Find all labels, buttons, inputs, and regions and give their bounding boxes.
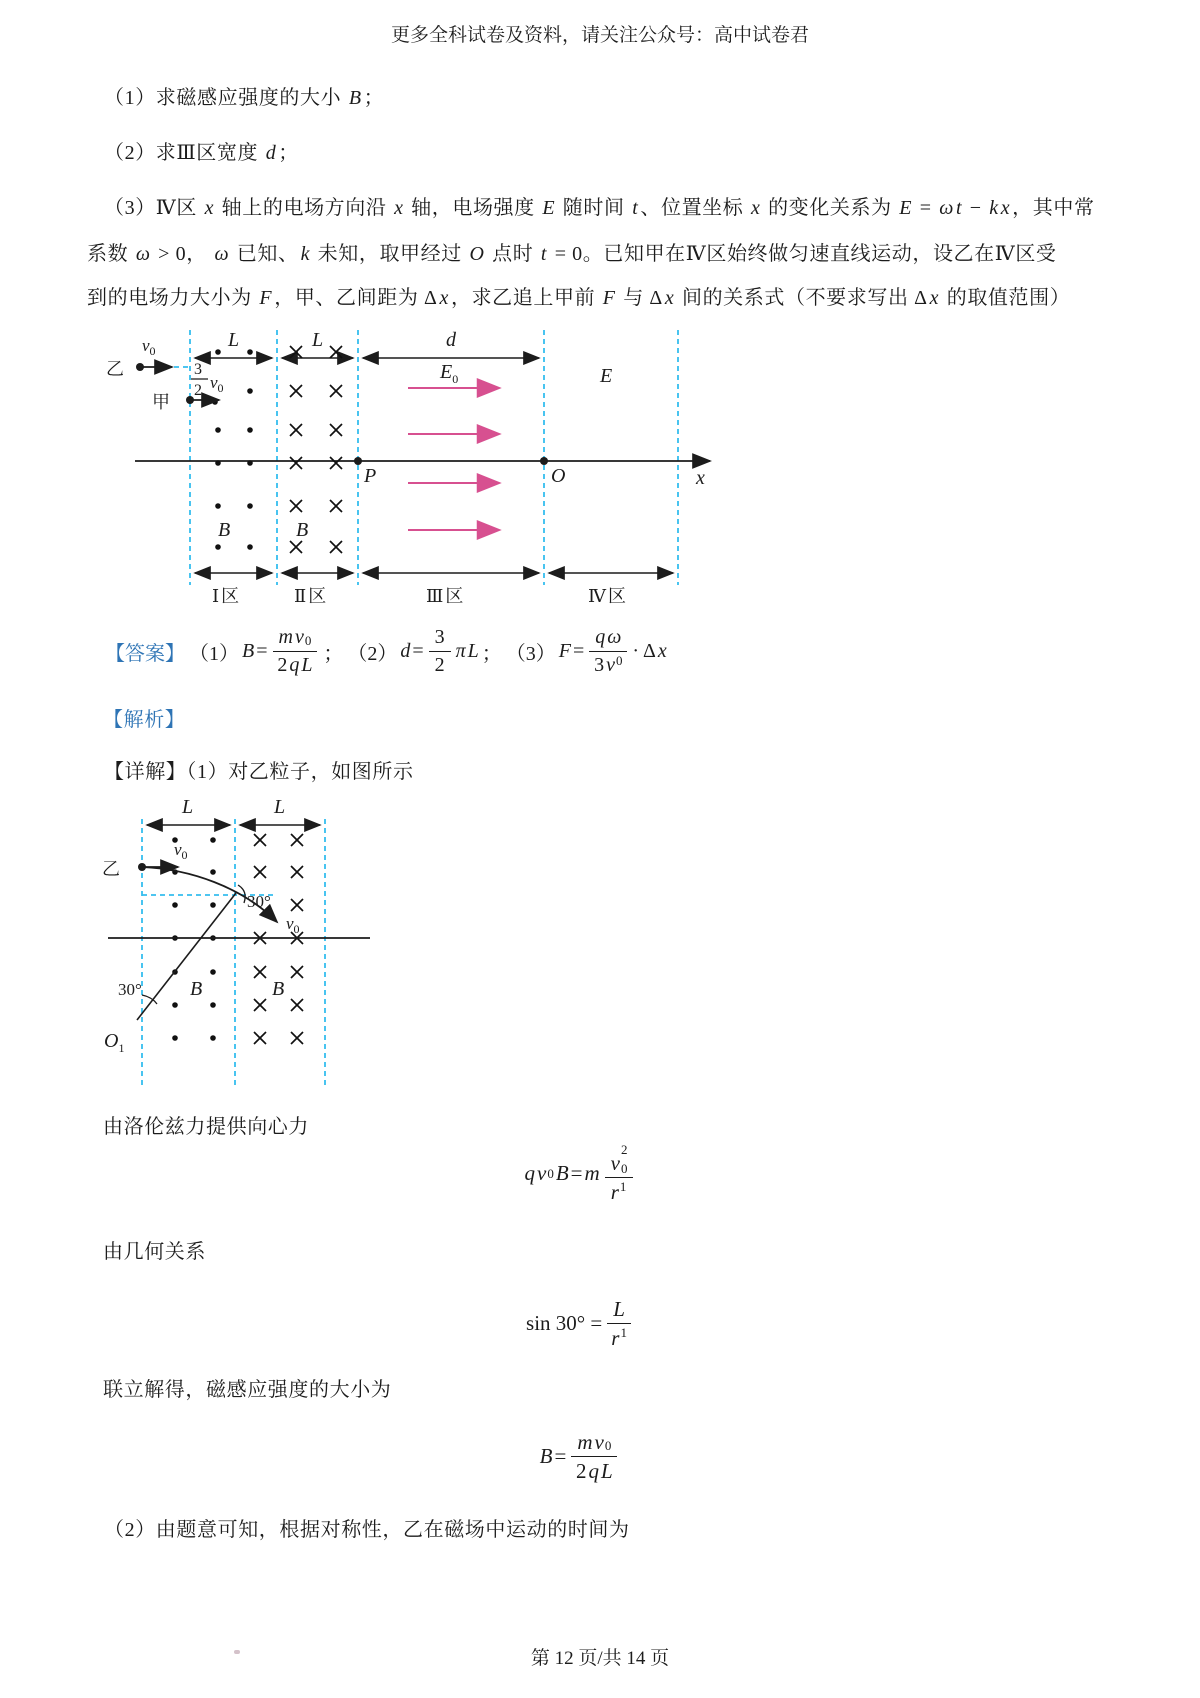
angle-30-O1-label: 30°	[118, 980, 142, 999]
solution-text-combine: 联立解得，磁感应强度的大小为	[103, 1379, 392, 1401]
region2-label: Ⅱ区	[294, 586, 329, 606]
region1-label: Ⅰ区	[212, 586, 242, 606]
question-part-2: （2）求Ⅲ区宽度 d ；	[104, 142, 299, 164]
solution-text-lorentz: 由洛伦兹力提供向心力	[103, 1116, 309, 1138]
dimension-label-d: d	[446, 329, 456, 351]
center-O1-label: $O_1$	[104, 1030, 125, 1055]
point-O-dot	[540, 457, 548, 465]
field-E0-label: $E_0$	[440, 361, 459, 386]
point-P-label: P	[364, 465, 377, 487]
answer-formula-1: B = m v 0 2 q L	[241, 626, 321, 677]
geometry-equation: sin 30° = L r 1	[0, 1297, 1160, 1350]
trajectory-B2-label: B	[272, 978, 285, 1000]
page-header: 更多全科试卷及资料，请关注公众号：高中试卷君	[390, 25, 809, 46]
dimension-label-L1: L	[228, 329, 240, 351]
svg-text:v0: $v_0$	[210, 373, 224, 395]
question-part-3-line-1: （3）Ⅳ区 x 轴上的电场方向沿 x 轴，电场强度 E 随时间 t 、位置坐标 x 的变化关系为 E = ω t − k x ，其中常	[104, 197, 1095, 219]
electric-field-E0-arrows	[408, 388, 498, 530]
solution-text-geometry: 由几何关系	[103, 1241, 206, 1263]
dimension-label-L2: L	[312, 329, 324, 351]
question-part-1: （1）求磁感应强度的大小 B ；	[104, 87, 385, 109]
angle-30-bend-label: 30°	[247, 892, 271, 911]
particle-trajectory-diagram	[90, 795, 390, 1095]
field-E-label: E	[600, 365, 613, 387]
point-O-label: O	[551, 465, 566, 487]
yi-velocity-label: $v_0$	[142, 336, 156, 358]
region3-label: Ⅲ区	[426, 586, 466, 606]
magnetic-field-result-equation: B = m v 0 2 q L	[0, 1430, 1160, 1483]
svg-text:3: 3	[194, 361, 202, 378]
answer-label: 【答案】	[105, 643, 185, 665]
detailed-solution-intro: 【详解】（1）对乙粒子，如图所示	[104, 761, 414, 783]
page-footer: 第 12 页/共 14 页	[530, 1648, 670, 1669]
trajectory-dim-L2: L	[274, 796, 286, 818]
trajectory-region2-crosses	[254, 834, 303, 1044]
svg-text:2: 2	[194, 382, 202, 399]
trajectory-v0-exit-label: $v_0$	[286, 914, 300, 936]
trajectory-dim-L1: L	[182, 796, 194, 818]
point-P-dot	[354, 457, 362, 465]
trajectory-region-dashed-lines	[142, 819, 325, 1085]
question-part-3-line-3: 到的电场力大小为 F ，甲、乙间距为 Δ x ，求乙追上甲前 F 与 Δ x 间的关系式（不要求写出 Δ x 的取值范围）	[87, 287, 1071, 309]
analysis-label: 【解析】	[103, 709, 186, 731]
solution-part2-intro: （2）由题意可知，根据对称性，乙在磁场中运动的时间为	[104, 1519, 630, 1541]
region2-B-label: B	[296, 519, 309, 541]
trajectory-yi-label: 乙	[102, 859, 120, 879]
magnetic-field-regions-diagram	[88, 318, 728, 614]
particle-yi-label: 乙	[106, 359, 124, 379]
question-part-3-line-2: 系数 ω > 0， ω 已知、 k 未知，取甲经过 O 点时 t = 0。已知甲在Ⅳ区始终做匀速直线运动，设乙在Ⅳ区受	[87, 243, 1057, 265]
trajectory-B1-label: B	[190, 978, 203, 1000]
centripetal-force-equation: q v 0 B = m v 2 0 r 1	[0, 1143, 1160, 1204]
region1-B-label: B	[218, 519, 231, 541]
jia-velocity-fraction-label	[191, 361, 224, 399]
region4-label: Ⅳ区	[588, 586, 628, 606]
answer-formula-3: F = q ω 3 v 0 · Δ x	[558, 626, 667, 676]
trajectory-region1-dots	[172, 837, 216, 1041]
answer-line: 【答案】 （1） B = m v 0 2 q L ； （2） d = $\frac{3}{2}$ π L ； （3） F = q ω 3 v 0 · Δ x	[105, 626, 667, 676]
trajectory-v0-entry-label: $v_0$	[174, 840, 188, 862]
radius-line	[137, 893, 236, 1020]
x-axis-label: x	[696, 467, 705, 489]
particle-jia-label: 甲	[152, 392, 170, 412]
answer-formula-2: d = $\frac{3}{2}$ π L	[400, 626, 479, 676]
